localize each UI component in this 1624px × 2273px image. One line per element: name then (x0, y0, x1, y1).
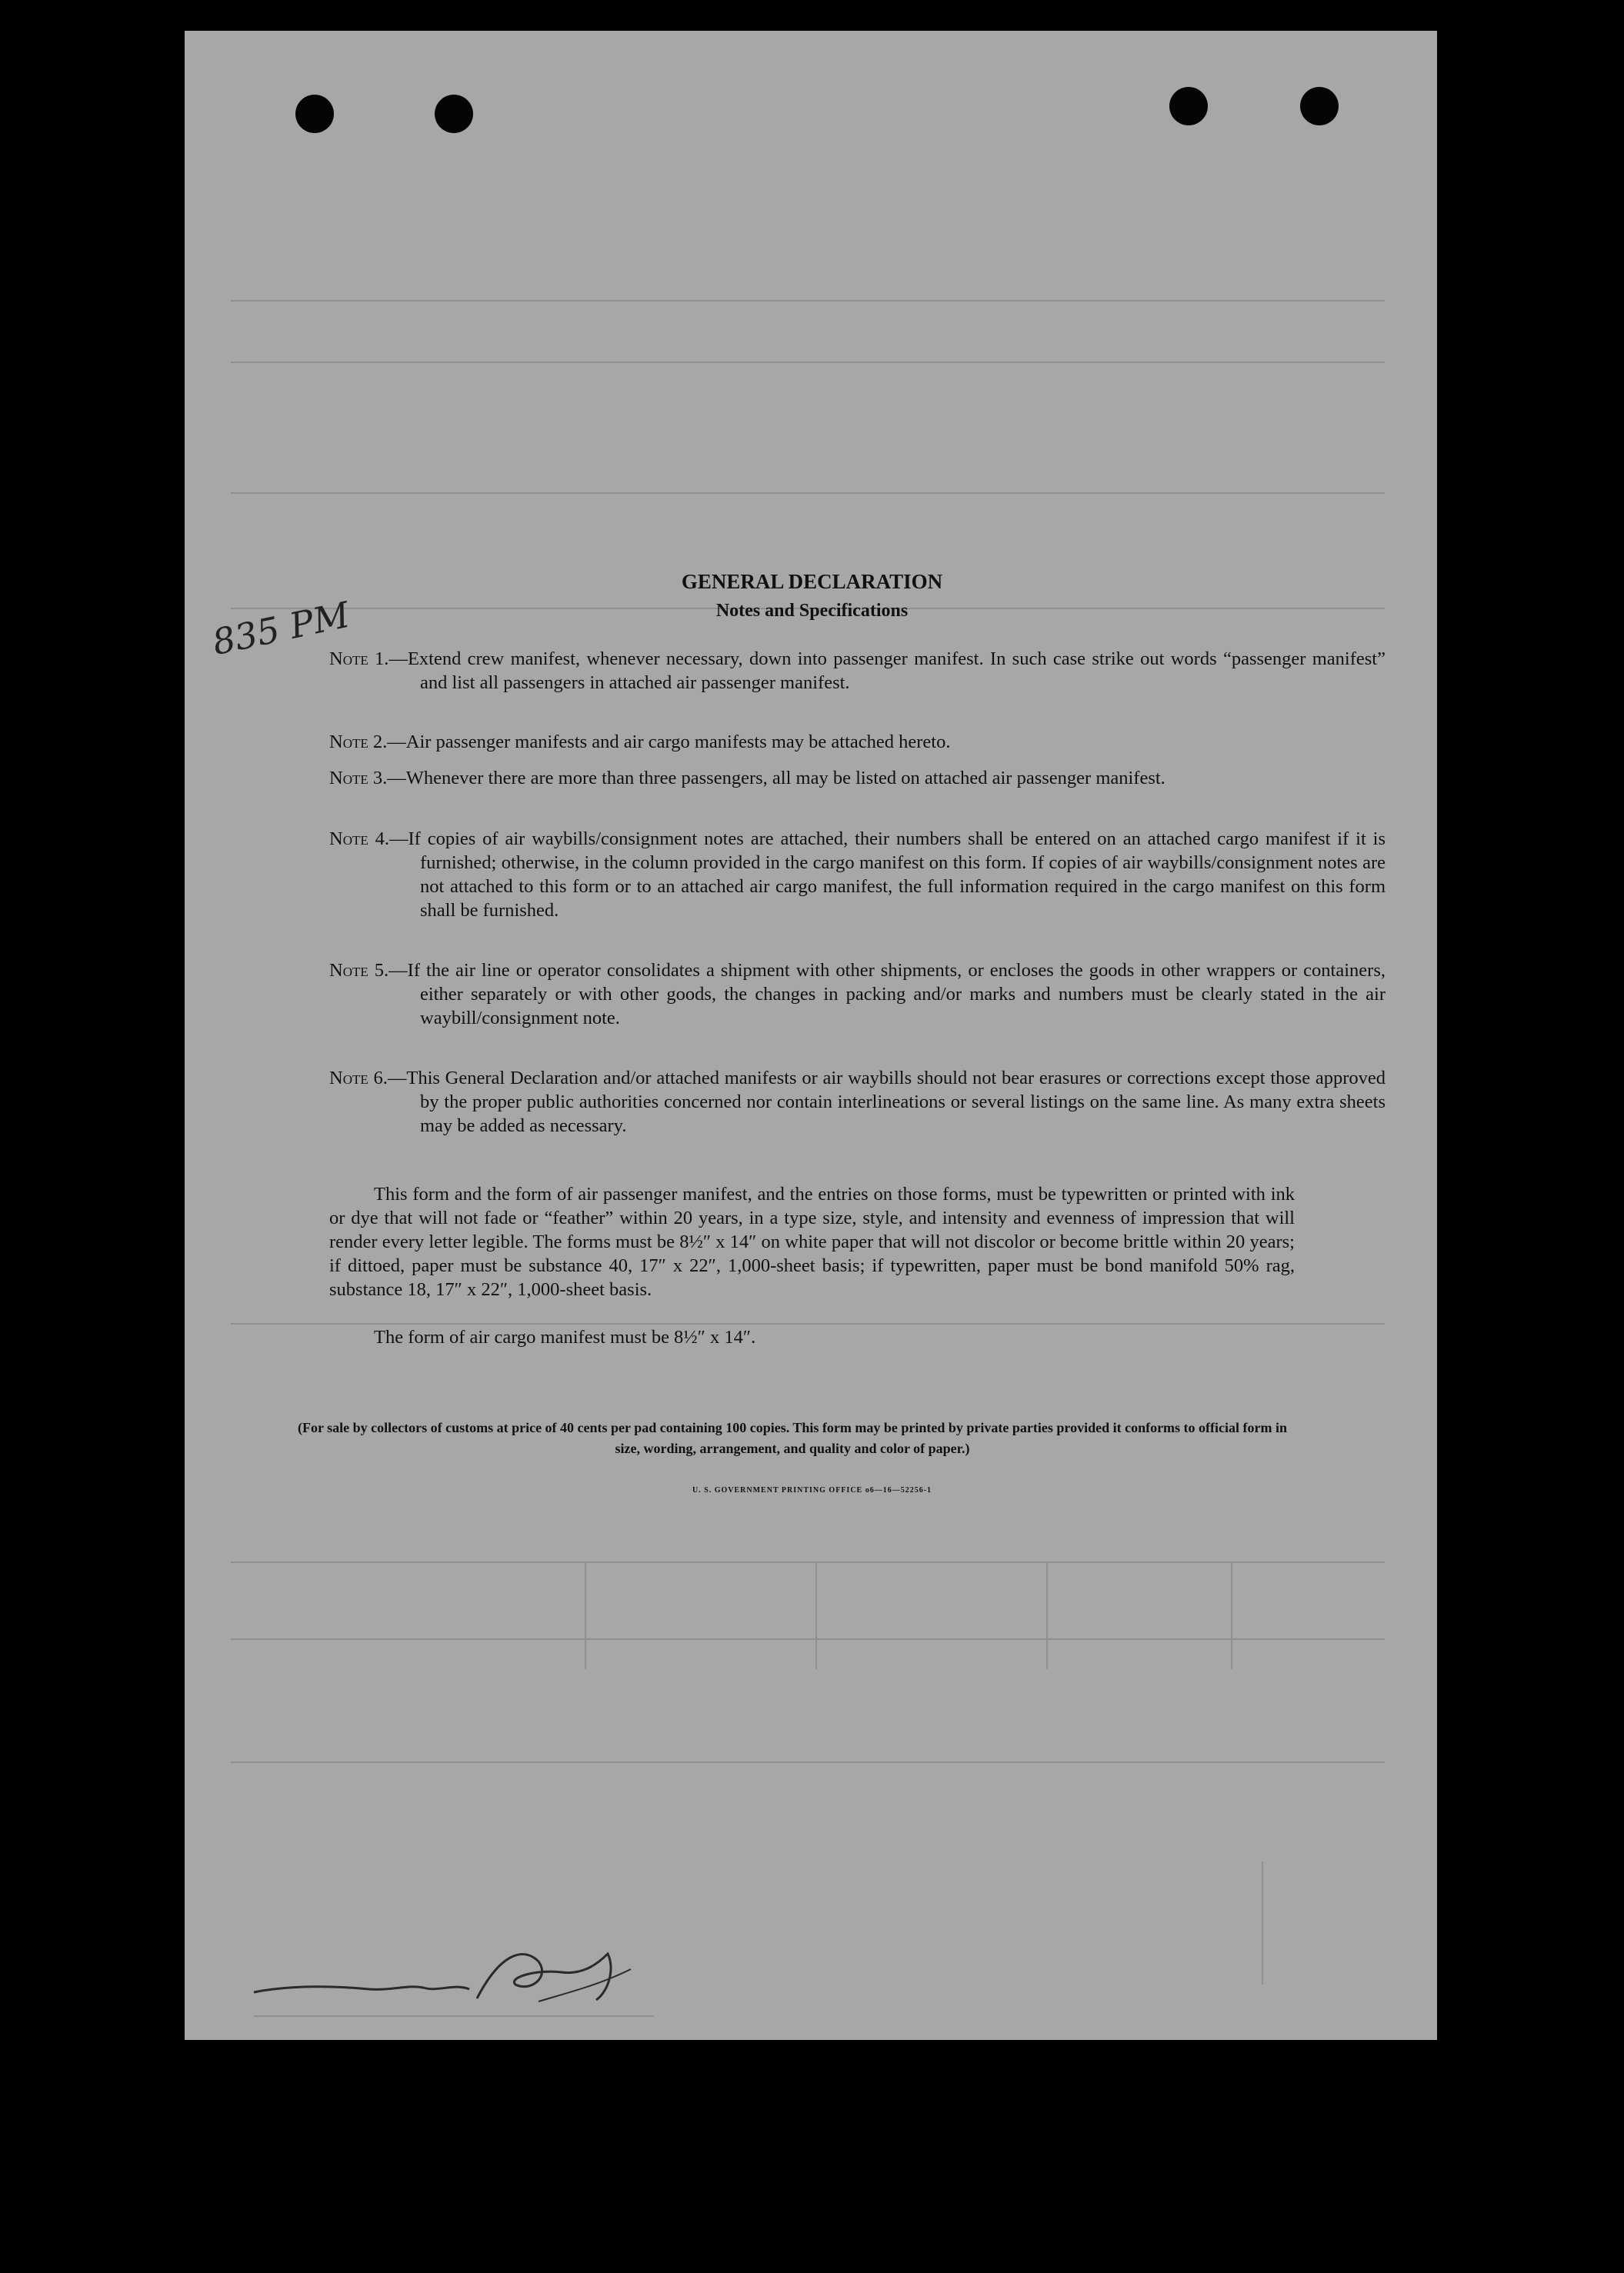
sale-note: (For sale by collectors of customs at price of 40 cents per pad containing 100 copies. This form may be printed by private parties provided it conforms to official form in size, wording, arrangement, and quality and color of paper.) (297, 1420, 1288, 1456)
note-5: Note 5.—If the air line or operator consolidates a shipment with other shipments, or encloses the goods in other wrappers or containers, either separately or with other goods, the changes in packing and/or marks and numbers must be clearly stated in the air waybill/consignment note. (329, 960, 1386, 1028)
printer-line: U. S. GOVERNMENT PRINTING OFFICE o6—16—52256-1 (692, 1486, 932, 1495)
specification-paragraph: This form and the form of air passenger manifest, and the entries on those forms, must be typewritten or printed with ink or dye that will not fade or “feather” within 20 years, in a type size, style, and intensity and evenness of impression that will render every letter legible. The forms must be 8½″ x 14″ on white paper that will not discolor or become brittle within 20 years; if dittoed, paper must be substance 40, 17″ x 22″, 1,000-sheet basis; if typewritten, paper must be bond manifold 50% rag, substance 18, 17″ x 22″, 1,000-sheet basis. (329, 1184, 1295, 1300)
note-1: Note 1.—Extend crew manifest, whenever necessary, down into passenger manifest. In such case strike out words “passenger manifest” and list all passengers in attached air passenger manifest. (329, 648, 1386, 693)
note-6-text: This General Declaration and/or attached manifests or air waybills should not bear erasures or corrections except those approved by the proper public authorities concerned nor contain interlineations or several listings on the same line. As many extra sheets may be added as necessary. (406, 1068, 1386, 1136)
note-5-label: Note 5. (329, 960, 389, 981)
note-2-label: Note 2. (329, 732, 388, 752)
specification-paragraph-last: The form of air cargo manifest must be 8½″ x 14″. (374, 1327, 756, 1348)
punch-hole (435, 95, 473, 133)
note-6-label: Note 6. (329, 1068, 388, 1088)
signature (246, 1938, 646, 2008)
document-page (185, 31, 1437, 2040)
note-3-text: Whenever there are more than three passengers, all may be listed on attached air passenger manifest. (405, 768, 1165, 788)
note-4: Note 4.—If copies of air waybills/consignment notes are attached, their numbers shall be entered on an attached cargo manifest if it is furnished; otherwise, in the column provided in the cargo manifest on this form. If copies of air waybills/consignment notes are not attached to this form or to an attached air cargo manifest, the full information required in the cargo manifest on this form shall be furnished. (329, 828, 1386, 921)
note-6: Note 6.—This General Declaration and/or attached manifests or air waybills should not bear erasures or corrections except those approved by the proper public authorities concerned nor contain interlineations or several listings on the same line. As many extra sheets may be added as necessary. (329, 1068, 1386, 1136)
punch-hole (295, 95, 334, 133)
note-5-text: If the air line or operator consolidates a shipment with other shipments, or encloses the goods in other wrappers or containers, either separately or with other goods, the changes in packing and/or marks and numbers must be clearly stated in the air waybill/consignment note. (407, 960, 1386, 1028)
note-2: Note 2.—Air passenger manifests and air cargo manifests may be attached hereto. (329, 732, 951, 752)
page-subtitle: Notes and Specifications (715, 601, 909, 621)
note-4-label: Note 4. (329, 828, 389, 849)
note-4-text: If copies of air waybills/consignment notes are attached, their numbers shall be entered on an attached cargo manifest if it is furnished; otherwise, in the column provided in the cargo manifest on this form. If copies of air waybills/consignment notes are not attached to this form or to an attached air cargo manifest, the full information required in the cargo manifest on this form shall be furnished. (408, 828, 1386, 921)
page-title: GENERAL DECLARATION (681, 570, 943, 593)
note-3-label: Note 3. (329, 768, 388, 788)
note-1-text: Extend crew manifest, whenever necessary, down into passenger manifest. In such case strike out words “passenger manifest” and list all passengers in attached air passenger manifest. (407, 648, 1386, 693)
punch-hole (1169, 87, 1208, 125)
note-2-text: Air passenger manifests and air cargo manifests may be attached hereto. (405, 732, 951, 752)
punch-hole (1300, 87, 1339, 125)
note-1-label: Note 1. (329, 648, 389, 669)
note-3: Note 3.—Whenever there are more than three passengers, all may be listed on attached air passenger manifest. (329, 768, 1165, 788)
handwritten-time: 835 PM (208, 593, 354, 664)
